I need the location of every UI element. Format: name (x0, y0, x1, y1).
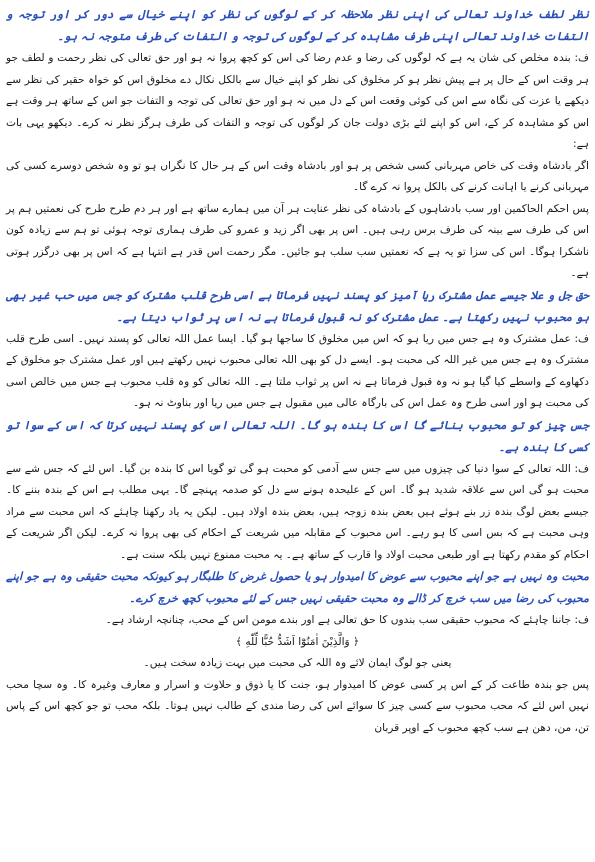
heading-paragraph: محبت وہ نہیں ہے جو اپنے محبوب سے عوض کا امیدوار ہو یا حصول غرض کا طلبگار ہو کیونکہ محبت حقیقی وہ ہے جو اپنے محبوب کی رضا میں سب خرچ کر ڈالے وہ محبت حقیقی نہیں جس کے لئے محبوب کچھ خرچ کرے۔ (6, 570, 589, 605)
body-paragraph: ف: جاننا چاہئے کہ محبوب حقیقی سب بندوں کا حق تعالی ہے اور بندے مومن اس کے محب، چنانچہ ارشاد ہے۔ (105, 614, 589, 626)
quran-verse: ﴿ وَالَّذِيْنَ اٰمَنُوْٓا اَشَدُّ حُبًّا لِّلّٰهِ ﴾ (235, 635, 360, 648)
verse-translation: یعنی جو لوگ ایمان لائے وہ اللہ کی محبت میں بہت زیادہ سخت ہیں۔ (143, 657, 452, 669)
body-paragraph: پس جو بندہ طاعت کر کے اس پر کسی عوض کا امیدوار ہو، جنت کا یا ذوق و حلاوت و اسرار و معارف وغیرہ کا۔ وہ سچا محب نہیں اس لئے کہ محب محبوب سے کسی چیز کا سوائے اس کی رضا مندی کے طالب نہیں ہوتا۔ بلکہ محب تو جو کچھ اس کے پاس تن، من، دھن ہے سب کچھ محبوب کے اوپر قربان (6, 678, 589, 734)
heading-paragraph: نظر لطف خداوند تعالی کی اپنی نظر ملاحظہ کر کے لوگوں کی نظر کو اپنے خیال سے دور کر اور توجہ و التفات خداوند تعالی اپنی طرف مشاہدہ کر کے لوگوں کی توجہ و التفات کی طرف متوجہ نہ ہو۔ (6, 8, 589, 43)
body-paragraph: پس احکم الحاکمین اور سب بادشاہوں کے بادشاہ کی نظر عنایت ہر آن میں ہمارے ساتھ ہے اور ہر دم طرح طرح کی نعمتیں ہم پر اس کی طرف سے بینہ کی طرف برس رہی ہیں۔ اس پر بھی اگر زید و عمرو کی طرف ہماری توجہ ہوئی تو ہم سے زیادہ کون ناشکرا ہوگا۔ اس کی سزا تو یہ ہے کہ نعمتیں سب سلب ہو جائیں۔ مگر رحمت اس قدر ہے انتہا ہے کہ اس پر بھی درگزر ہوتی ہے۔ (6, 202, 589, 279)
body-paragraph: اگر بادشاہ وقت کی خاص مہربانی کسی شخص پر ہو اور بادشاہ وقت اس کے ہر حال کا نگراں ہو تو وہ شخص دوسرے کسی کی مہربانی کرنے یا اہانت کرنے کی بالکل پروا نہ کرے گا۔ (6, 159, 589, 193)
body-paragraph: ف: عمل مشترک وہ ہے جس میں ریا ہو کہ اس میں مخلوق کا ساجھا ہو گیا۔ ایسا عمل اللہ تعالی کو پسند نہیں۔ اسی طرح قلب مشترک وہ ہے جس میں غیر اللہ کی محبت ہو۔ ایسے دل کو بھی اللہ تعالی محبوب نہیں رکھتے ہیں اور عمل مشترک جو مخلوق کے دکھاوے کے واسطے کیا گیا ہو نہ وہ قبول فرماتا ہے نہ اس پر ثواب ملتا ہے۔ اللہ تعالی کو وہ قلب محبوب ہے جس میں خالص اسی کی محبت ہو اور اسی طرح وہ عمل اس کی بارگاہ عالی میں مقبول ہے جس میں ریا اور بناوٹ نہ ہو۔ (6, 332, 589, 409)
body-paragraph: ف: اللہ تعالی کے سوا دنیا کی چیزوں میں سے جس سے آدمی کو محبت ہو گی تو گویا اس کا بندہ بن گیا۔ اس لئے کہ جس شے سے محبت ہو گی اس سے علاقہ شدید ہو گا۔ اس کے علیحدہ ہونے سے دل کو صدمہ پہنچے گا۔ یہی مطلب ہے اس کے بندہ بننے کا۔ جیسے بعض لوگ بندہ زر بنے ہوئے ہیں بعض بندہ زوجہ ہیں، بعض بندہ اولاد ہیں۔ لیکن یہ یاد رکھنا چاہئے کہ اس محبت سے مراد وہی محبت ہے کہ بس اسی کا ہو رہے۔ اس محبوب کے مقابلہ میں شریعت کے احکام کی بھی پروا نہ کرے۔ لیکن اگر شریعت کے احکام کو مقدم رکھتا ہے اور طبعی محبت اولاد وا قارب کے ساتھ ہے۔ یہ محبت ممنوع نہیں بلکہ سنت ہے۔ (6, 462, 589, 561)
body-paragraph: ف: بندہ مخلص کی شان یہ ہے کہ لوگوں کی رضا و عدم رضا کی اس کو کچھ پروا نہ ہو اور حق تعالی کی نظر رحمت و لطف جو ہر وقت اس کے حال پر ہے پیش نظر ہو کر مخلوق کی نظر کو اپنے خیال سے بالکل نکال دے مخلوق اس کو خواہ حقیر کی نظر سے دیکھے یا عزت کی نگاہ سے اس کی کوئی وقعت اس کے دل میں نہ ہو اور حق تعالی کی توجہ و التفات جو اس کے ساتھ ہر وقت ہے اس کو مشاہدہ کر کے، اس کو اپنے لئے بڑی دولت جان کر لوگوں کی توجہ و التفات کی طرف ہرگز نظر نہ کرے۔ دیکھو یہی بات ہے: (6, 52, 589, 150)
heading-paragraph: جس چیز کو تو محبوب بنائے گا اس کا بندہ ہو گا۔ اللہ تعالی اس کو پسند نہیں کرتا کہ اس کے سوا تو کسی کا بندہ ہے۔ (6, 418, 589, 454)
heading-paragraph: حق جل و علا جیسے عمل مشترک ریا آمیز کو پسند نہیں فرماتا ہے اسی طرح قلب مشترک کو جس میں حب غیر بھی ہو محبوب نہیں رکھتا ہے۔ عمل مشترک کو نہ قبول فرماتا ہے نہ اس پر ثواب دیتا ہے۔ (6, 288, 589, 324)
